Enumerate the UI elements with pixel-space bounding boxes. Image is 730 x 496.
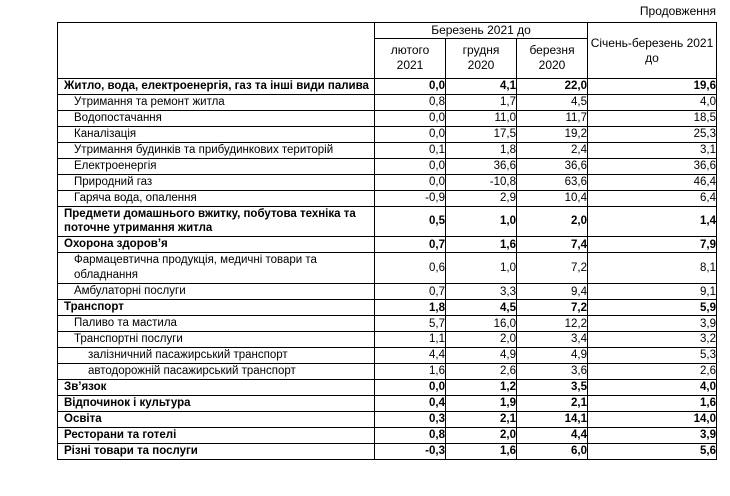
header-sub-mar2020: березня 2020: [517, 39, 588, 79]
row-value: 5,3: [588, 347, 717, 363]
header-row-groups: [58, 23, 717, 39]
row-value: 2,6: [446, 363, 517, 379]
table-row: [58, 300, 717, 316]
header-group-march: Березень 2021 до: [375, 23, 588, 39]
row-value: 0,3: [375, 411, 446, 427]
table-row: [58, 94, 717, 110]
row-value: 4,9: [446, 347, 517, 363]
row-value: 0,0: [375, 79, 446, 95]
row-value: 2,0: [446, 427, 517, 443]
row-value: 2,0: [446, 332, 517, 348]
row-value: 2,9: [446, 190, 517, 206]
row-value: 6,0: [517, 443, 588, 459]
row-value: 19,6: [588, 79, 717, 95]
row-value: 25,3: [588, 126, 717, 142]
row-value: 11,7: [517, 110, 588, 126]
header-group-quarter: Січень-березень 2021 до: [588, 23, 717, 79]
row-label: Утримання будинків та прибудинкових територій: [58, 142, 375, 158]
row-label: Фармацевтична продукція, медичні товари та обладнання: [58, 253, 375, 284]
table-row: [58, 332, 717, 348]
row-value: 5,7: [375, 316, 446, 332]
row-value: 1,8: [375, 300, 446, 316]
row-value: 5,9: [588, 300, 717, 316]
row-value: 2,1: [517, 395, 588, 411]
row-value: 1,6: [375, 363, 446, 379]
row-value: 0,1: [375, 142, 446, 158]
row-label: Гаряча вода, опалення: [58, 190, 375, 206]
row-value: 2,4: [517, 142, 588, 158]
row-label: Природний газ: [58, 174, 375, 190]
row-value: 6,4: [588, 190, 717, 206]
cpi-table: [57, 22, 717, 460]
row-value: 7,2: [517, 300, 588, 316]
row-value: 1,0: [446, 206, 517, 237]
row-value: 0,0: [375, 174, 446, 190]
table-row: [58, 174, 717, 190]
row-value: 12,2: [517, 316, 588, 332]
row-value: 0,0: [375, 158, 446, 174]
row-value: 3,6: [517, 363, 588, 379]
row-value: 2,6: [588, 363, 717, 379]
row-value: 4,4: [375, 347, 446, 363]
row-label: залізничний пасажирський транспорт: [58, 347, 375, 363]
row-value: 3,1: [588, 142, 717, 158]
row-value: 5,6: [588, 443, 717, 459]
continuation-label: Продовження: [639, 4, 716, 18]
row-value: 4,5: [446, 300, 517, 316]
row-value: 4,1: [446, 79, 517, 95]
table-row: [58, 427, 717, 443]
row-label: Утримання та ремонт житла: [58, 94, 375, 110]
row-value: 1,6: [446, 237, 517, 253]
row-value: 1,9: [446, 395, 517, 411]
row-value: 2,0: [517, 206, 588, 237]
table-row: [58, 443, 717, 459]
row-label: Водопостачання: [58, 110, 375, 126]
row-value: 17,5: [446, 126, 517, 142]
table-row: [58, 411, 717, 427]
row-value: 4,4: [517, 427, 588, 443]
row-value: 4,9: [517, 347, 588, 363]
table-row: [58, 347, 717, 363]
table-row: [58, 190, 717, 206]
row-value: 3,4: [517, 332, 588, 348]
row-value: 9,4: [517, 284, 588, 300]
row-value: 2,1: [446, 411, 517, 427]
row-value: 7,9: [588, 237, 717, 253]
row-value: 3,9: [588, 316, 717, 332]
table-row: [58, 363, 717, 379]
row-value: 1,4: [588, 206, 717, 237]
row-value: 7,4: [517, 237, 588, 253]
row-value: 0,7: [375, 284, 446, 300]
table-row: [58, 158, 717, 174]
row-value: 1,0: [446, 253, 517, 284]
row-value: 36,6: [517, 158, 588, 174]
table-header: [58, 23, 717, 79]
row-label: Відпочинок і культура: [58, 395, 375, 411]
row-value: 0,4: [375, 395, 446, 411]
table-row: [58, 206, 717, 237]
row-value: 3,2: [588, 332, 717, 348]
row-value: 22,0: [517, 79, 588, 95]
row-value: 3,5: [517, 379, 588, 395]
row-value: 1,8: [446, 142, 517, 158]
table-row: [58, 110, 717, 126]
row-value: 1,7: [446, 94, 517, 110]
table-row: [58, 284, 717, 300]
row-value: 36,6: [446, 158, 517, 174]
row-value: 0,0: [375, 110, 446, 126]
row-value: 0,8: [375, 427, 446, 443]
row-value: 1,2: [446, 379, 517, 395]
row-value: -0,9: [375, 190, 446, 206]
row-value: 36,6: [588, 158, 717, 174]
row-value: 3,3: [446, 284, 517, 300]
row-label: Паливо та мастила: [58, 316, 375, 332]
row-value: 19,2: [517, 126, 588, 142]
row-value: 0,8: [375, 94, 446, 110]
row-value: 8,1: [588, 253, 717, 284]
table-row: [58, 395, 717, 411]
header-sub-dec2020: грудня 2020: [446, 39, 517, 79]
row-label: Ресторани та готелі: [58, 427, 375, 443]
row-value: 4,0: [588, 94, 717, 110]
row-label: Житло, вода, електроенергія, газ та інші види палива: [58, 79, 375, 95]
row-label: Різні товари та послуги: [58, 443, 375, 459]
row-value: 0,0: [375, 126, 446, 142]
table-row: [58, 237, 717, 253]
row-value: 0,5: [375, 206, 446, 237]
row-value: 0,6: [375, 253, 446, 284]
table-row: [58, 379, 717, 395]
header-cell-empty: [58, 23, 375, 79]
row-value: 4,0: [588, 379, 717, 395]
row-value: 16,0: [446, 316, 517, 332]
table-row: [58, 253, 717, 284]
row-value: 0,7: [375, 237, 446, 253]
row-value: 4,5: [517, 94, 588, 110]
row-value: 46,4: [588, 174, 717, 190]
row-label: автодорожній пасажирський транспорт: [58, 363, 375, 379]
row-label: Електроенергія: [58, 158, 375, 174]
table-row: [58, 126, 717, 142]
row-label: Зв’язок: [58, 379, 375, 395]
row-label: Освіта: [58, 411, 375, 427]
table-row: [58, 79, 717, 95]
row-value: 1,6: [446, 443, 517, 459]
row-value: -0,3: [375, 443, 446, 459]
row-value: 11,0: [446, 110, 517, 126]
table-row: [58, 142, 717, 158]
row-label: Предмети домашнього вжитку, побутова техніка та поточне утримання житла: [58, 206, 375, 237]
row-value: 3,9: [588, 427, 717, 443]
row-value: 18,5: [588, 110, 717, 126]
row-label: Амбулаторні послуги: [58, 284, 375, 300]
row-value: 9,1: [588, 284, 717, 300]
row-value: 0,0: [375, 379, 446, 395]
row-value: 1,1: [375, 332, 446, 348]
row-value: -10,8: [446, 174, 517, 190]
row-label: Охорона здоров’я: [58, 237, 375, 253]
row-label: Транспорт: [58, 300, 375, 316]
row-value: 63,6: [517, 174, 588, 190]
header-sub-feb2021: лютого 2021: [375, 39, 446, 79]
row-label: Каналізація: [58, 126, 375, 142]
row-label: Транспортні послуги: [58, 332, 375, 348]
table-body: [58, 79, 717, 460]
table-row: [58, 316, 717, 332]
row-value: 14,1: [517, 411, 588, 427]
row-value: 10,4: [517, 190, 588, 206]
row-value: 7,2: [517, 253, 588, 284]
row-value: 14,0: [588, 411, 717, 427]
row-value: 1,6: [588, 395, 717, 411]
